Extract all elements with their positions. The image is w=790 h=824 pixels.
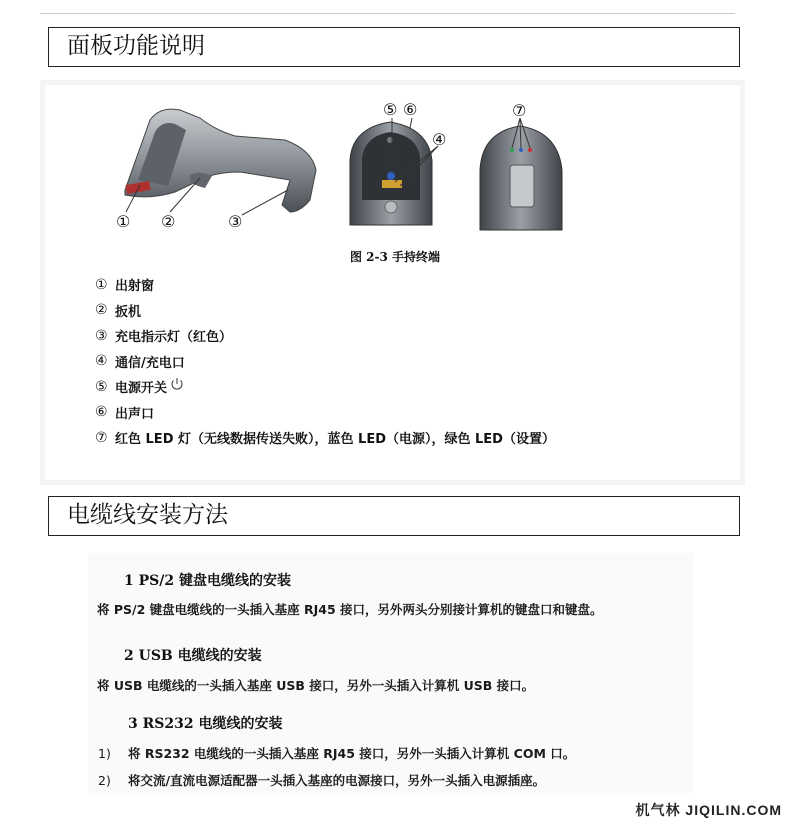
- handheld-scanner: [125, 109, 316, 212]
- callout-2: ②: [161, 214, 176, 231]
- watermark: 机气林 JIQILIN.COM: [635, 802, 782, 818]
- list-item: ⑥ 出声口: [95, 404, 155, 422]
- section-header-panel-functions: 面板功能说明: [48, 27, 740, 67]
- list-item: ④ 通信/充电口: [95, 353, 185, 371]
- callout-6: ⑥: [403, 102, 418, 119]
- base-front: [350, 122, 432, 225]
- callout-4: ④: [432, 132, 447, 149]
- power-icon: [169, 376, 185, 392]
- cable-text: 将 PS/2 键盘电缆线的一头插入基座 RJ45 接口，另外两头分别接计算机的键盘口和键盘。: [97, 602, 603, 617]
- cable-text: 1) 将 RS232 电缆线的一头插入基座 RJ45 接口，另外一头插入计算机 COM 口。: [98, 746, 576, 761]
- list-item: ⑤ 电源开关: [95, 374, 555, 400]
- cable-title-ps2: 1 PS/2 键盘电缆线的安装: [124, 573, 291, 589]
- list-item: ② 扳机: [95, 302, 142, 320]
- callout-5: ⑤: [383, 102, 398, 119]
- section-header-cable-install: 电缆线安装方法: [48, 496, 740, 536]
- cable-text: 2) 将交流/直流电源适配器一头插入基座的电源接口，另外一头插入电源插座。: [98, 773, 546, 788]
- list-item: ③ 充电指示灯（红色）: [95, 327, 233, 346]
- cable-title-usb: 2 USB 电缆线的安装: [124, 648, 262, 664]
- cable-text: 将 USB 电缆线的一头插入基座 USB 接口，另外一头插入计算机 USB 接口。: [97, 678, 535, 693]
- callout-7: ⑦: [512, 103, 527, 120]
- callout-3: ③: [228, 214, 243, 231]
- callout-1: ①: [116, 214, 131, 231]
- list-item: ⑦ 红色 LED 灯（无线数据传送失败），蓝色 LED（电源），绿色 LED（设置）: [95, 429, 555, 448]
- cable-title-rs232: 3 RS232 电缆线的安装: [128, 716, 283, 732]
- function-list: [95, 272, 555, 451]
- figure-caption: 图 2-3 手持终端: [349, 250, 441, 264]
- list-item: ① 出射窗: [95, 276, 155, 295]
